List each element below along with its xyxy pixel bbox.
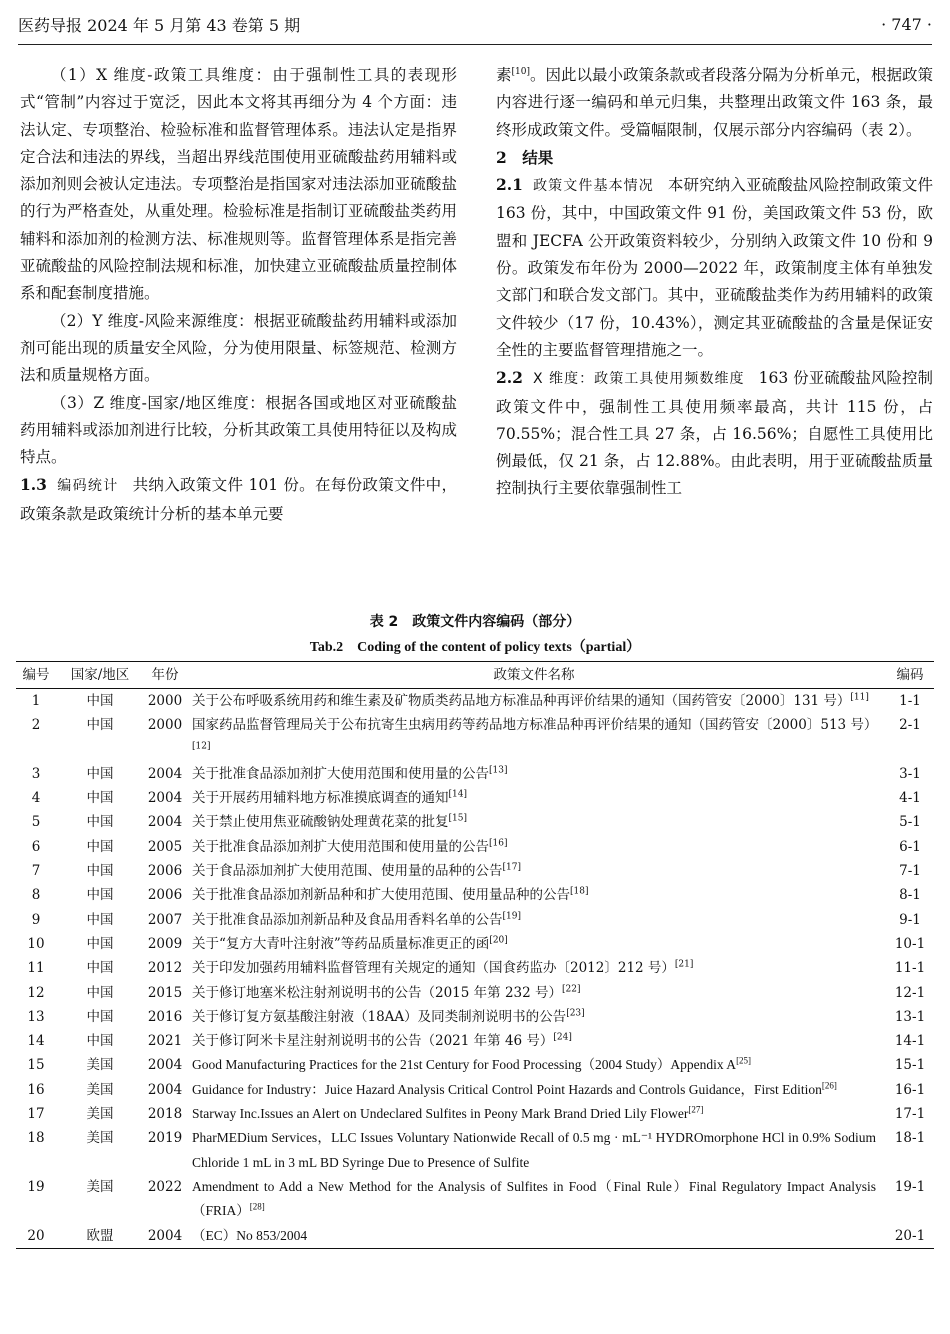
row-title [186, 1224, 886, 1249]
row-citation[interactable]: [18] [570, 886, 589, 897]
table-row [16, 786, 934, 810]
row-code: 2-1 [899, 717, 921, 734]
row-title [186, 835, 886, 859]
row-title [186, 956, 886, 980]
row-title-text: 关于印发加强药用辅料监督管理有关规定的通知（国食药监办〔2012〕212 号） [192, 960, 675, 977]
row-code: 20-1 [894, 1227, 926, 1244]
table-row [16, 1102, 934, 1126]
row-year: 2015 [147, 984, 183, 1001]
row-citation[interactable]: [25] [736, 1055, 752, 1066]
row-citation[interactable]: [22] [562, 984, 581, 995]
citation-10[interactable]: [10] [511, 66, 530, 77]
row-year: 2021 [147, 1033, 183, 1050]
section-2-2-number: 2.2 [496, 368, 523, 388]
table-row [16, 1053, 934, 1077]
policy-coding-table [16, 661, 934, 1249]
table-row [16, 908, 934, 932]
row-title-text: 关于开展药用辅料地方标准摸底调查的通知 [192, 790, 449, 807]
row-number: 4 [31, 790, 41, 807]
row-code: 11-1 [894, 960, 926, 977]
row-title-text: 关于批准食品添加剂扩大使用范围和使用量的公告 [192, 838, 489, 855]
table-row [16, 1029, 934, 1053]
row-country: 中国 [86, 838, 114, 855]
row-number: 15 [27, 1057, 45, 1074]
row-title [186, 1102, 886, 1126]
row-citation[interactable]: [19] [502, 911, 521, 922]
row-country: 中国 [86, 887, 114, 904]
row-title-text: 关于禁止使用焦亚硫酸钠处理黄花菜的批复 [192, 814, 449, 831]
row-country: 中国 [86, 960, 114, 977]
row-code: 6-1 [899, 838, 921, 855]
row-citation[interactable]: [21] [674, 959, 694, 970]
row-country: 美国 [86, 1081, 114, 1098]
row-title-text: 关于食品添加剂扩大使用范围、使用量的品种的公告 [192, 863, 503, 880]
paragraph-x-dimension: （1）X 维度-政策工具维度：由于强制性工具的表现形式“管制”内容过于宽泛，因此本文将其再细分为 4 个方面：违法认定、专项整治、检验标准和监督管理体系。违法认定是指界定合法和违法的界线，当超出界线范围使用亚硫酸盐药用辅料或添加剂则会被认定违法。专项整治是指国家对违法添加亚硫酸盐的行为严格查处，从重处理。检验标准是指制订亚硫酸盐类药用辅料和添加剂的检测方法、标准规则等。监督管理体系是指完善亚硫酸盐的风险控制法规和标准，加快建立亚硫酸盐质量控制体系和配套制度措施。 [20, 66, 457, 303]
row-citation[interactable]: [17] [502, 862, 521, 873]
left-column [20, 62, 457, 528]
section-1-3-number: 1.3 [20, 475, 47, 495]
continued-text: 。因此以最小政策条款或者段落分隔为分析单元，根据政策内容进行逐一编码和单元归集，共整理出政策文件 163 条，最终形成政策文件。受篇幅限制，仅展示部分内容编码（表 2）。 [496, 66, 934, 139]
row-year: 2000 [147, 717, 183, 734]
row-title-text: 国家药品监督管理局关于公布抗寄生虫病用药等药品地方标准品种再评价结果的通知（国药管安〔2000〕513 号） [192, 717, 878, 734]
row-number: 5 [31, 814, 41, 831]
page-number: · 747 · [881, 14, 932, 34]
row-number: 16 [27, 1081, 45, 1098]
row-country: 中国 [86, 1033, 114, 1050]
row-year: 2004 [147, 1057, 183, 1074]
row-code: 13-1 [894, 1008, 926, 1025]
row-title-text: 关于修订阿米卡星注射剂说明书的公告（2021 年第 46 号） [192, 1033, 554, 1050]
row-code: 3-1 [899, 765, 921, 782]
table-row [16, 932, 934, 956]
row-number: 18 [27, 1130, 45, 1147]
row-year: 2000 [147, 693, 183, 709]
row-code: 12-1 [894, 984, 926, 1001]
row-code: 15-1 [894, 1057, 926, 1074]
row-country: 中国 [86, 693, 114, 709]
row-year: 2009 [147, 935, 183, 952]
row-number: 13 [27, 1008, 45, 1025]
row-country: 美国 [86, 1178, 114, 1195]
section-2-heading: 2 结果 [496, 147, 554, 167]
row-country: 中国 [86, 935, 114, 952]
row-country: 中国 [86, 790, 114, 807]
row-country: 欧盟 [86, 1227, 114, 1244]
row-citation[interactable]: [13] [489, 765, 508, 776]
continued-text-start: 素 [496, 66, 512, 84]
table-row [16, 1005, 934, 1029]
header-country: 国家/地区 [56, 662, 144, 689]
section-2-1 [496, 171, 933, 364]
row-title-text: PharMEDium Services，LLC Issues Voluntary Nationwide Recall of 0.5 mg · mL⁻¹ HYDROmorphone HCl in 0.9% Sodium Chloride 1 mL in 3 mL BD Syringe Due to Presence of Sulfite [192, 1130, 876, 1170]
row-title [186, 1126, 886, 1175]
table-caption-en: Tab.2 Coding of the content of policy texts（partial） [309, 640, 641, 655]
row-title [186, 689, 886, 714]
table-row [16, 835, 934, 859]
section-1-3-text: 共纳入政策文件 101 份。在每份政策文件中，政策条款是政策统计分析的基本单元要 [20, 476, 458, 523]
header-year: 年份 [144, 662, 186, 689]
row-code: 19-1 [894, 1178, 926, 1195]
table-row [16, 859, 934, 883]
row-year: 2016 [147, 1008, 183, 1025]
row-title-text: 关于批准食品添加剂扩大使用范围和使用量的公告 [192, 765, 489, 782]
row-year: 2022 [147, 1178, 183, 1195]
row-title [186, 762, 886, 786]
table-row [16, 1224, 934, 1249]
table-row [16, 810, 934, 834]
row-number: 9 [31, 911, 41, 928]
row-title [186, 908, 886, 932]
row-year: 2004 [147, 765, 183, 782]
row-title-text: （EC）No 853/2004 [192, 1227, 308, 1243]
section-2-2-title: X 维度：政策工具使用频数维度 [532, 371, 745, 388]
row-code: 4-1 [899, 790, 921, 807]
row-code: 17-1 [894, 1106, 926, 1123]
row-year: 2004 [147, 1227, 183, 1244]
row-title-text: Starway Inc.Issues an Alert on Undeclared Sulfites in Peony Mark Brand Dried Lily Flower [192, 1106, 689, 1122]
row-code: 9-1 [899, 911, 921, 928]
row-code: 7-1 [899, 863, 921, 880]
row-number: 7 [31, 863, 41, 880]
row-title-text: 关于批准食品添加剂新品种及食品用香料名单的公告 [192, 911, 503, 928]
row-year: 2007 [147, 911, 183, 928]
row-code: 10-1 [894, 935, 926, 952]
row-title-text: Guidance for Industry：Juice Hazard Analysis Critical Control Point Hazards and Controls Guidance，First Edition [192, 1081, 822, 1097]
row-country: 中国 [86, 863, 114, 880]
row-title [186, 1078, 886, 1102]
header-title: 政策文件名称 [186, 662, 886, 689]
row-citation[interactable]: [12] [192, 741, 211, 752]
section-2-1-text: 本研究纳入亚硫酸盐风险控制政策文件 163 份，其中，中国政策文件 91 份，美国政策文件 53 份，欧盟和 JECFA 公开政策资料较少，分别纳入政策文件 10 份和 9 份。政策发布年份为 2000—2022 年，政策制度主体有单独发文部门和联合发文部门。其中，亚硫酸盐类作为药用辅料的政策文件较少（17 份，10.43%），测定其亚硫酸盐的含量是保证安全性的主要监督管理措施之一。 [496, 176, 933, 359]
row-citation[interactable]: [16] [489, 838, 508, 849]
row-title-text: 关于公布呼吸系统用药和维生素及矿物质类药品地方标准品种再评价结果的通知（国药管安〔2000〕131 号） [192, 693, 851, 709]
row-citation[interactable]: [23] [566, 1008, 585, 1019]
header-number: 编号 [16, 662, 56, 689]
row-code: 5-1 [899, 814, 921, 831]
row-title [186, 932, 886, 956]
row-title [186, 883, 886, 907]
table-row [16, 1078, 934, 1102]
running-header [18, 10, 932, 38]
table-row [16, 956, 934, 980]
row-number: 1 [31, 693, 41, 709]
row-code: 8-1 [899, 887, 921, 904]
row-title-text: 关于“复方大青叶注射液”等药品质量标准更正的函 [192, 935, 490, 952]
row-country: 美国 [86, 1130, 114, 1147]
row-year: 2005 [147, 838, 183, 855]
row-country: 中国 [86, 717, 114, 734]
row-citation[interactable]: [28] [249, 1201, 265, 1212]
row-title [186, 786, 886, 810]
row-year: 2004 [147, 1081, 183, 1098]
section-2-1-number: 2.1 [496, 175, 523, 195]
row-country: 中国 [86, 814, 114, 831]
row-title-text: Good Manufacturing Practices for the 21st Century for Food Processing（2004 Study）Appendix A [192, 1057, 737, 1073]
row-title [186, 981, 886, 1005]
row-number: 14 [27, 1033, 45, 1050]
row-title [186, 1029, 886, 1053]
section-2-2-text: 163 份亚硫酸盐风险控制政策文件中，强制性工具使用频率最高，共计 115 份，占 70.55%；混合性工具 27 条，占 16.56%；自愿性工具使用比例最低，仅 21 条，占 12.88%。由此表明，用于亚硫酸盐质量控制执行主要依靠强制性工 [496, 369, 934, 498]
row-citation[interactable]: [14] [448, 789, 467, 800]
row-citation[interactable]: [27] [688, 1104, 704, 1115]
row-number: 20 [27, 1227, 45, 1244]
table-row [16, 762, 934, 786]
table-row [16, 981, 934, 1005]
row-title [186, 810, 886, 834]
row-citation[interactable]: [26] [821, 1080, 837, 1091]
row-title-text: 关于批准食品添加剂新品种和扩大使用范围、使用量品种的公告 [192, 887, 570, 904]
table-body [16, 689, 934, 1249]
right-column [496, 62, 933, 503]
row-title [186, 859, 886, 883]
row-number: 2 [31, 717, 41, 734]
row-number: 6 [31, 838, 41, 855]
row-number: 12 [27, 984, 45, 1001]
row-number: 17 [27, 1106, 45, 1123]
row-country: 中国 [86, 984, 114, 1001]
paragraph-continued [496, 62, 933, 144]
row-number: 10 [27, 935, 45, 952]
row-title-text: 关于修订地塞米松注射剂说明书的公告（2015 年第 232 号） [192, 984, 562, 1001]
table-row [16, 1175, 934, 1224]
header-code: 编码 [886, 662, 934, 689]
header-rule [18, 44, 932, 45]
section-2-1-title: 政策文件基本情况 [532, 178, 654, 195]
row-citation[interactable]: [15] [448, 813, 467, 824]
row-year: 2006 [147, 887, 183, 904]
row-number: 3 [31, 765, 41, 782]
row-country: 美国 [86, 1106, 114, 1123]
row-title [186, 1053, 886, 1077]
row-year: 2004 [147, 814, 183, 831]
row-code: 14-1 [894, 1033, 926, 1050]
section-1-3 [20, 471, 457, 528]
row-year: 2006 [147, 863, 183, 880]
table-header-row [16, 662, 934, 689]
row-year: 2018 [147, 1106, 183, 1123]
row-title [186, 713, 886, 762]
row-citation[interactable]: [24] [553, 1032, 572, 1043]
table-row [16, 689, 934, 714]
row-title-text: 关于修订复方氨基酸注射液（18AA）及同类制剂说明书的公告 [192, 1008, 567, 1025]
paragraph-y-dimension: （2）Y 维度-风险来源维度：根据亚硫酸盐药用辅料或添加剂可能出现的质量安全风险，分为使用限量、标签规范、检测方法和质量规格方面。 [20, 311, 457, 385]
section-2-2 [496, 364, 933, 502]
row-country: 中国 [86, 1008, 114, 1025]
section-1-3-title: 编码统计 [56, 478, 119, 495]
table-row [16, 713, 934, 762]
row-number: 19 [27, 1178, 45, 1195]
row-year: 2019 [147, 1130, 183, 1147]
row-title-text: Amendment to Add a New Method for the Analysis of Sulfites in Food（Final Rule）Final Regulatory Impact Analysis（FRIA） [192, 1178, 876, 1219]
table-caption-cn: 表 2 政策文件内容编码（部分） [369, 614, 581, 630]
row-citation[interactable]: [20] [489, 935, 508, 946]
row-code: 16-1 [894, 1081, 926, 1098]
row-country: 中国 [86, 911, 114, 928]
row-title [186, 1175, 886, 1224]
row-code: 18-1 [894, 1130, 926, 1147]
row-number: 8 [31, 887, 41, 904]
journal-title: 医药导报 2024 年 5 月第 43 卷第 5 期 [18, 15, 301, 35]
paragraph-z-dimension: （3）Z 维度-国家/地区维度：根据各国或地区对亚硫酸盐药用辅料或添加剂进行比较，分析其政策工具使用特征以及构成特点。 [20, 393, 457, 467]
row-country: 中国 [86, 765, 114, 782]
table-row [16, 883, 934, 907]
row-title [186, 1005, 886, 1029]
row-citation[interactable]: [11] [850, 692, 869, 703]
row-code: 1-1 [899, 693, 921, 709]
row-number: 11 [27, 960, 45, 977]
row-year: 2012 [147, 960, 183, 977]
row-year: 2004 [147, 790, 183, 807]
table-row [16, 1126, 934, 1175]
row-country: 美国 [86, 1057, 114, 1074]
